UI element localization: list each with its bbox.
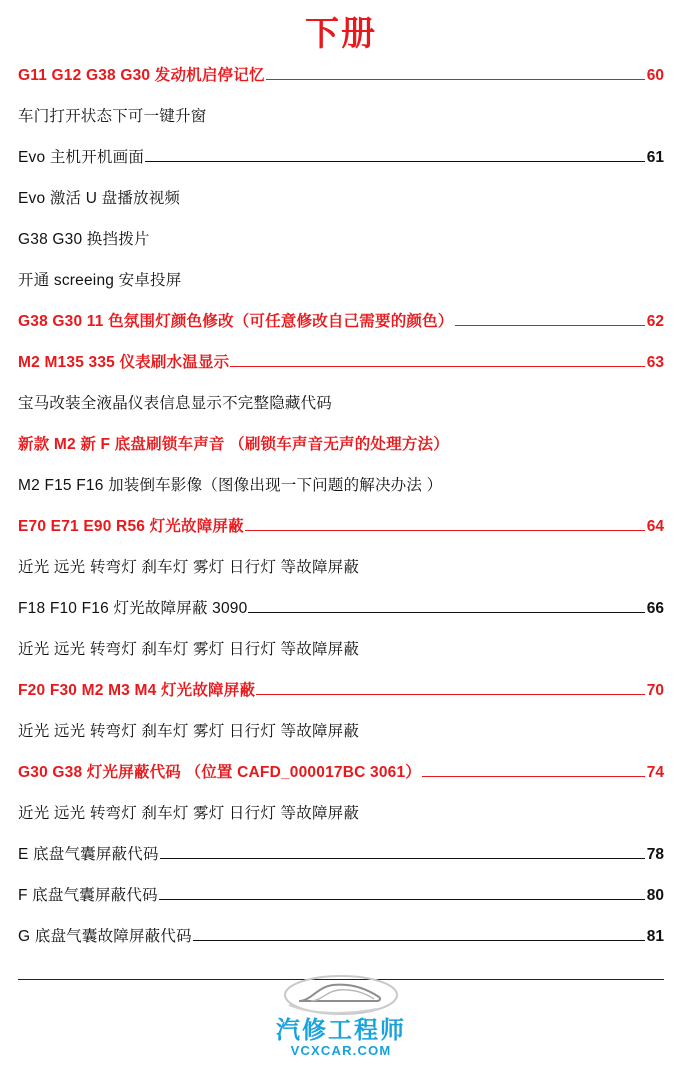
brand-name-en: VCXCAR.COM (290, 1043, 392, 1058)
toc-entry[interactable] (18, 432, 664, 473)
toc-entry-label: Evo 激活 U 盘播放视频 (18, 190, 181, 207)
toc-entry-label: F20 F30 M2 M3 M4 灯光故障屏蔽 (18, 682, 256, 699)
footer (0, 971, 682, 1060)
toc-leader-dots (160, 858, 645, 859)
toc-leader-dots (159, 899, 645, 900)
toc-entry[interactable] (18, 924, 664, 965)
toc-entry[interactable] (18, 678, 664, 719)
toc-entry[interactable] (18, 801, 664, 842)
toc-entry-label: 近光 远光 转弯灯 刹车灯 雾灯 日行灯 等故障屏蔽 (18, 641, 360, 658)
toc-entry-page-number: 74 (646, 764, 664, 781)
toc-entry[interactable] (18, 391, 664, 432)
toc-entry-label: G38 G30 11 色氛围灯颜色修改（可任意修改自己需要的颜色） (18, 313, 454, 330)
toc-leader-dots (248, 612, 644, 613)
toc-entry[interactable] (18, 63, 664, 104)
toc-entry[interactable] (18, 309, 664, 350)
toc-entry-label: 近光 远光 转弯灯 刹车灯 雾灯 日行灯 等故障屏蔽 (18, 723, 360, 740)
toc-leader-dots (230, 366, 644, 367)
toc-entry[interactable] (18, 145, 664, 186)
toc-entry-label: F 底盘气囊屏蔽代码 (18, 887, 158, 904)
toc-entry-label: 开通 screeing 安卓投屏 (18, 272, 182, 289)
toc-entry[interactable] (18, 514, 664, 555)
toc-entry-page-number: 81 (646, 928, 664, 945)
toc-entry-label: G 底盘气囊故障屏蔽代码 (18, 928, 192, 945)
table-of-contents (18, 63, 664, 965)
car-logo-icon (281, 971, 401, 1017)
toc-entry-label: 宝马改装全液晶仪表信息显示不完整隐藏代码 (18, 395, 333, 412)
toc-entry[interactable] (18, 268, 664, 309)
toc-entry-label: G38 G30 换挡拨片 (18, 231, 150, 248)
toc-entry-page-number: 78 (646, 846, 664, 863)
toc-entry-page-number: 80 (646, 887, 664, 904)
toc-entry[interactable] (18, 596, 664, 637)
toc-entry[interactable] (18, 842, 664, 883)
toc-entry-label: M2 M135 335 仪表刷水温显示 (18, 354, 230, 371)
page-title: 下册 (305, 16, 377, 53)
toc-entry-label: G30 G38 灯光屏蔽代码 （位置 CAFD_000017BC 3061） (18, 764, 421, 781)
toc-entry-page-number: 70 (646, 682, 664, 699)
toc-entry-page-number: 64 (646, 518, 664, 535)
toc-entry-page-number: 61 (646, 149, 664, 166)
toc-entry-label: 车门打开状态下可一键升窗 (18, 108, 207, 125)
toc-entry[interactable] (18, 186, 664, 227)
toc-entry[interactable] (18, 104, 664, 145)
toc-entry-label: M2 F15 F16 加装倒车影像（图像出现一下问题的解决办法 ） (18, 477, 443, 494)
toc-entry[interactable] (18, 227, 664, 268)
toc-leader-dots (266, 79, 645, 80)
toc-entry-label: G11 G12 G38 G30 发动机启停记忆 (18, 67, 265, 84)
toc-entry-page-number: 60 (646, 67, 664, 84)
toc-entry-label: F18 F10 F16 灯光故障屏蔽 3090 (18, 600, 248, 617)
toc-entry[interactable] (18, 473, 664, 514)
toc-entry[interactable] (18, 350, 664, 391)
toc-entry-label: 新款 M2 新 F 底盘刷锁车声音 （刷锁车声音无声的处理方法） (18, 436, 449, 453)
brand-name-cn: 汽修工程师 (276, 1017, 406, 1044)
toc-entry[interactable] (18, 760, 664, 801)
toc-entry-label: 近光 远光 转弯灯 刹车灯 雾灯 日行灯 等故障屏蔽 (18, 805, 360, 822)
toc-entry[interactable] (18, 555, 664, 596)
brand-logo (276, 971, 406, 1058)
toc-leader-dots (256, 694, 645, 695)
toc-entry-label: 近光 远光 转弯灯 刹车灯 雾灯 日行灯 等故障屏蔽 (18, 559, 360, 576)
toc-entry[interactable] (18, 637, 664, 678)
toc-leader-dots (455, 325, 645, 326)
toc-leader-dots (422, 776, 645, 777)
toc-entry-label: Evo 主机开机画面 (18, 149, 145, 166)
toc-leader-dots (145, 161, 645, 162)
toc-entry-label: E 底盘气囊屏蔽代码 (18, 846, 159, 863)
toc-leader-dots (245, 530, 645, 531)
toc-entry-page-number: 66 (646, 600, 664, 617)
toc-entry-page-number: 62 (646, 313, 664, 330)
toc-entry-label: E70 E71 E90 R56 灯光故障屏蔽 (18, 518, 244, 535)
toc-entry[interactable] (18, 883, 664, 924)
toc-entry[interactable] (18, 719, 664, 760)
toc-leader-dots (193, 940, 645, 941)
toc-entry-page-number: 63 (646, 354, 664, 371)
